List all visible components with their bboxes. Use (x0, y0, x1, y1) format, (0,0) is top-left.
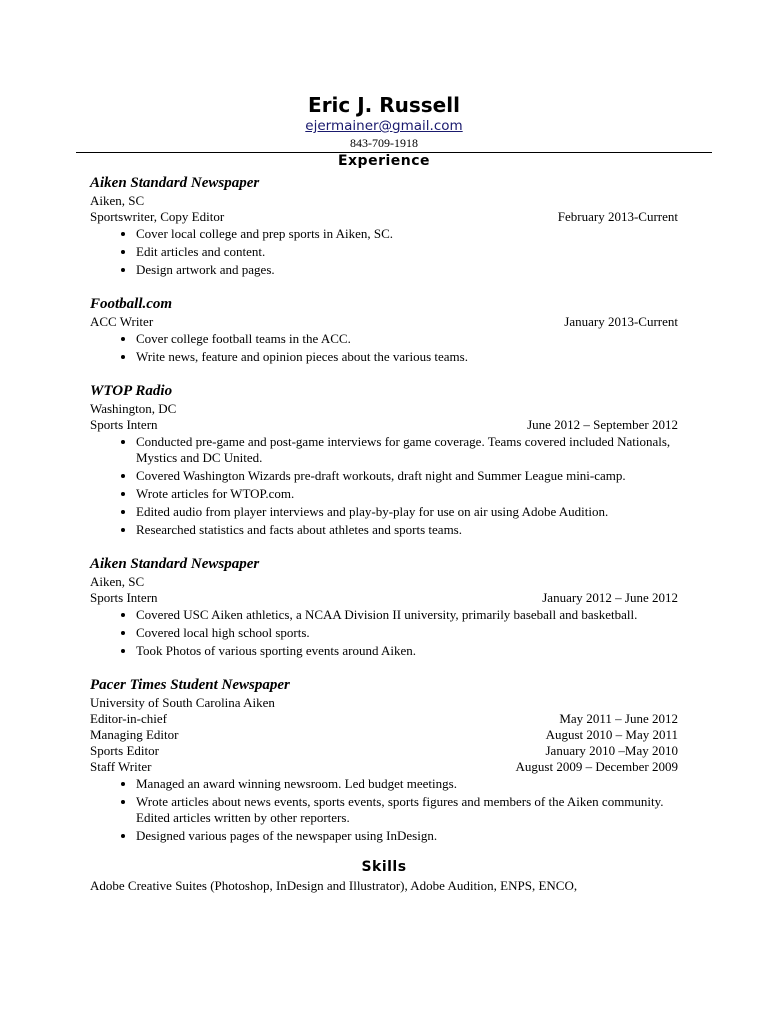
job-role-line (90, 727, 678, 743)
job-bullet: • Covered Washington Wizards pre-draft workouts, draft night and Summer League mini-camp. (136, 468, 678, 484)
job-role-title: Editor-in-chief (90, 711, 167, 726)
job-role-dates: August 2010 – May 2011 (545, 727, 678, 742)
job-entry (90, 382, 678, 538)
job-role-line (90, 590, 678, 606)
job-bullets (90, 226, 678, 278)
job-bullets (90, 331, 678, 365)
skills-text: Adobe Creative Suites (Photoshop, InDesign and Illustrator), Adobe Audition, ENPS, ENCO, (90, 878, 578, 893)
skills-heading: Skills (361, 859, 407, 875)
job-bullet: • Edited audio from player interviews and play-by-play for use on air using Adobe Audition. (136, 504, 678, 520)
job-bullet: • Cover college football teams in the ACC. (136, 331, 678, 347)
job-entry (90, 676, 678, 844)
job-role-dates: January 2013-Current (564, 314, 678, 329)
job-entry (90, 555, 678, 659)
job-entry (90, 174, 678, 278)
job-bullet: • Cover local college and prep sports in Aiken, SC. (136, 226, 678, 242)
job-bullet: • Designed various pages of the newspaper using InDesign. (136, 828, 678, 844)
job-bullet: • Managed an award winning newsroom. Led budget meetings. (136, 776, 678, 792)
job-bullets (90, 434, 678, 538)
job-bullet: • Covered local high school sports. (136, 625, 678, 641)
job-role-line (90, 314, 678, 330)
job-role-title: Sports Editor (90, 743, 159, 758)
job-role-line (90, 759, 678, 775)
job-organization: Football.com (90, 296, 173, 312)
job-role-dates: May 2011 – June 2012 (559, 711, 678, 726)
job-role-line (90, 711, 678, 727)
job-location: University of South Carolina Aiken (90, 695, 275, 710)
job-bullet: • Covered USC Aiken athletics, a NCAA Division II university, primarily baseball and basketball. (136, 607, 678, 623)
experience-heading: Experience (337, 153, 431, 169)
resume-name: Eric J. Russell (308, 93, 460, 117)
phone-number: 843-709-1918 (350, 136, 418, 150)
job-bullets (90, 776, 678, 844)
job-bullet: • Wrote articles for WTOP.com. (136, 486, 678, 502)
job-organization: Pacer Times Student Newspaper (90, 677, 290, 693)
job-bullet: • Wrote articles about news events, sports events, sports figures and members of the Aiken community. Edited articles written by other reporters. (136, 794, 678, 826)
job-role-dates: January 2012 – June 2012 (542, 590, 678, 605)
job-role-dates: February 2013-Current (557, 209, 678, 224)
job-bullet: • Edit articles and content. (136, 244, 678, 260)
job-location: Washington, DC (90, 401, 177, 416)
job-role-title: Sports Intern (90, 417, 158, 432)
experience-list (90, 174, 678, 861)
job-bullets (90, 607, 678, 659)
job-bullet: • Write news, feature and opinion pieces about the various teams. (136, 349, 678, 365)
job-role-title: Sports Intern (90, 590, 158, 605)
job-organization: WTOP Radio (90, 383, 173, 399)
job-location: Aiken, SC (90, 574, 145, 589)
job-role-line (90, 743, 678, 759)
job-location: Aiken, SC (90, 193, 145, 208)
job-role-dates: June 2012 – September 2012 (527, 417, 678, 432)
job-role-title: ACC Writer (90, 314, 154, 329)
job-organization: Aiken Standard Newspaper (90, 175, 260, 191)
job-organization: Aiken Standard Newspaper (90, 556, 260, 572)
job-entry (90, 295, 678, 365)
job-role-dates: August 2009 – December 2009 (515, 759, 678, 774)
job-bullet: • Took Photos of various sporting events around Aiken. (136, 643, 678, 659)
job-role-title: Managing Editor (90, 727, 179, 742)
job-role-line (90, 209, 678, 225)
job-bullet: • Conducted pre-game and post-game interviews for game coverage. Teams covered included Nationals, Mystics and DC United. (136, 434, 678, 466)
job-role-title: Staff Writer (90, 759, 152, 774)
job-role-dates: January 2010 –May 2010 (545, 743, 678, 758)
email-link[interactable]: ejermainer@gmail.com (305, 118, 463, 134)
job-role-title: Sportswriter, Copy Editor (90, 209, 225, 224)
job-bullet: • Design artwork and pages. (136, 262, 678, 278)
job-bullet: • Researched statistics and facts about athletes and sports teams. (136, 522, 678, 538)
job-role-line (90, 417, 678, 433)
